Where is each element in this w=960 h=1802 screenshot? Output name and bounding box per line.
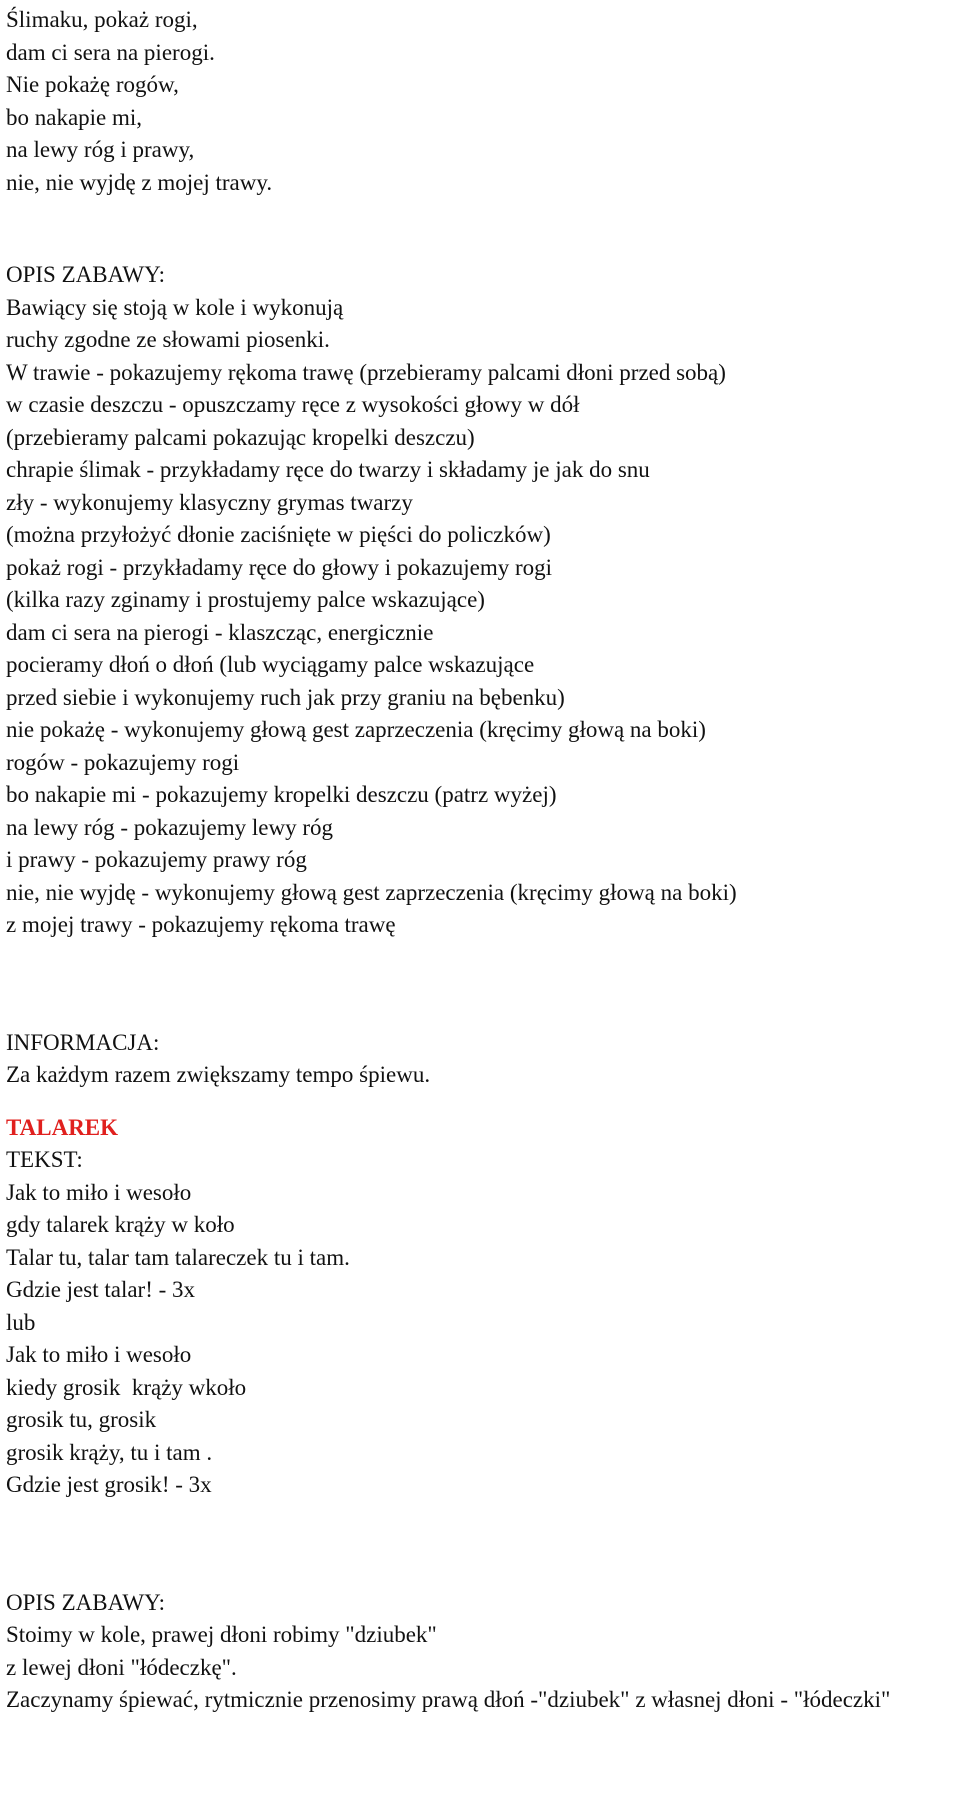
section-heading: OPIS ZABAWY: [6, 262, 165, 287]
spacer [6, 942, 956, 1027]
song-line: Ślimaku, pokaż rogi, [6, 7, 198, 32]
section-heading: TEKST: [6, 1147, 83, 1172]
description-line: przed siebie i wykonujemy ruch jak przy graniu na bębenku) [6, 684, 565, 710]
description-line: Stoimy w kole, prawej dłoni robimy "dziubek" [6, 1622, 437, 1647]
song-line: lub [6, 1309, 36, 1335]
description-line: bo nakapie mi - pokazujemy kropelki deszczu (patrz wyżej) [6, 782, 557, 807]
description-line: (można przyłożyć dłonie zaciśnięte w pięści do policzków) [6, 522, 551, 547]
song-line: Nie pokażę rogów, [6, 72, 179, 97]
document-page [6, 4, 956, 1717]
description-line: z mojej trawy - pokazujemy rękoma trawę [6, 912, 396, 937]
description-line: chrapie ślimak - przykładamy ręce do twarzy i składamy je jak do snu [6, 457, 650, 482]
talarek-section [6, 1112, 956, 1502]
description-line: nie, nie wyjdę - wykonujemy głową gest zaprzeczenia (kręcimy głową na boki) [6, 879, 737, 905]
song-line: grosik krąży, tu i tam . [6, 1439, 213, 1465]
description-line: rogów - pokazujemy rogi [6, 749, 240, 775]
section-heading: INFORMACJA: [6, 1029, 160, 1055]
spacer [6, 1502, 956, 1587]
description-line: nie pokażę - wykonujemy głową gest zaprzeczenia (kręcimy głową na boki) [6, 717, 706, 742]
description-line: zły - wykonujemy klasyczny grymas twarzy [6, 489, 413, 515]
description-line: z lewej dłoni "łódeczkę". [6, 1654, 237, 1680]
description-line: W trawie - pokazujemy rękoma trawę (przebieramy palcami dłoni przed sobą) [6, 359, 726, 385]
song-line: Jak to miło i wesoło [6, 1342, 192, 1367]
song-line: kiedy grosik krąży wkoło [6, 1374, 247, 1400]
section-heading: OPIS ZABAWY: [6, 1589, 165, 1615]
snail-game-description [6, 259, 956, 942]
spacer [6, 1092, 956, 1112]
description-line: i prawy - pokazujemy prawy róg [6, 847, 307, 872]
description-line: Bawiący się stoją w kole i wykonują [6, 294, 344, 320]
description-line: w czasie deszczu - opuszczamy ręce z wysokości głowy w dół [6, 392, 580, 417]
info-text: Za każdym razem zwiększamy tempo śpiewu. [6, 1062, 431, 1087]
song-line: Jak to miło i wesoło [6, 1179, 192, 1205]
song-line: bo nakapie mi, [6, 104, 143, 130]
description-line: pokaż rogi - przykładamy ręce do głowy i pokazujemy rogi [6, 554, 553, 580]
info-section [6, 1027, 956, 1092]
talarek-game-description [6, 1587, 956, 1717]
song-title: TALAREK [6, 1114, 119, 1140]
song-line: grosik tu, grosik [6, 1407, 157, 1432]
description-line: (przebieramy palcami pokazując kropelki deszczu) [6, 424, 475, 450]
song-line: Talar tu, talar tam talareczek tu i tam. [6, 1244, 350, 1270]
song-line: gdy talarek krąży w koło [6, 1212, 235, 1237]
snail-song [6, 4, 956, 199]
song-line: Gdzie jest talar! - 3x [6, 1277, 196, 1302]
description-line: na lewy róg - pokazujemy lewy róg [6, 814, 334, 840]
song-line: dam ci sera na pierogi. [6, 39, 215, 65]
spacer [6, 199, 956, 259]
description-line: pocieramy dłoń o dłoń (lub wyciągamy palce wskazujące [6, 652, 535, 677]
song-line: Gdzie jest grosik! - 3x [6, 1472, 212, 1497]
description-line: ruchy zgodne ze słowami piosenki. [6, 327, 330, 352]
song-line: nie, nie wyjdę z mojej trawy. [6, 169, 273, 195]
song-line: na lewy róg i prawy, [6, 137, 195, 162]
description-line: (kilka razy zginamy i prostujemy palce wskazujące) [6, 587, 485, 612]
description-line: dam ci sera na pierogi - klaszcząc, energicznie [6, 619, 434, 645]
description-paragraph: Zaczynamy śpiewać, rytmicznie przenosimy prawą dłoń -"dziubek" z własnej dłoni - "łódeczki" [6, 1687, 891, 1712]
